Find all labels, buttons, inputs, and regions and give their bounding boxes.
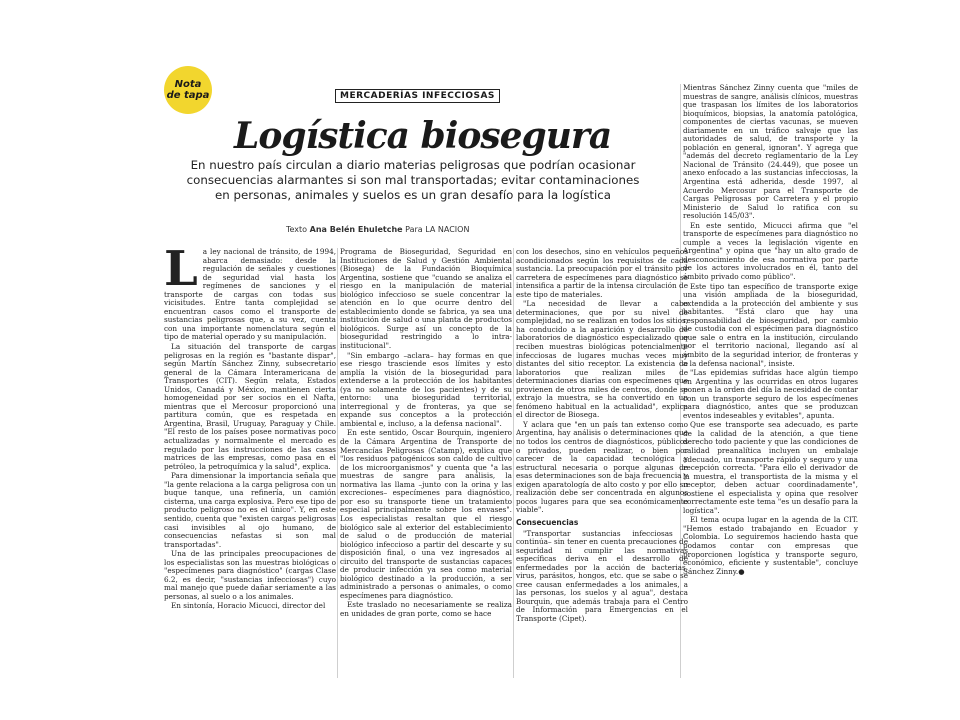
badge-line-1: Nota [174,79,202,90]
paragraph [164,248,336,342]
article-column-1 [164,248,336,680]
nota-de-tapa-badge [164,66,212,114]
badge-line-2: de tapa [166,90,210,101]
paragraph-text: a ley nacional de tránsito, de 1994, abarca demasiado: desde la regulación de señales y cuestiones de seguridad vial hasta los regímenes de sanciones y el transporte de cargas con todas sus vicisitudes. Entre tanta complejidad se encuentran casos como el transporte de sustancias peligrosas que, a su vez, cuenta con una importante nomenclatura según el tipo de material operado y su manipulación. [164,248,336,342]
paragraph: con los desechos, sino en vehículos pequeños acondicionados según los requisitos de cada sustancia. La preocupación por el tránsito por carretera de especímenes para diagnóstico se intensifica a partir de la intensa circulación de este tipo de materiales. [516,248,688,299]
paragraph: Y aclara que "en un país tan extenso como Argentina, hay análisis o determinaciones que no todos los centros de diagnósticos, públicos o privados, pueden realizar, o bien por carecer de la capacidad tecnológica y estructural necesaria o porque algunas de esas determinaciones son de baja frecuencia y exigen aparatología de alto costo y por ello su realización debe ser concentrada en algunos pocos lugares para que sea económicamente viable". [516,419,688,515]
article-column-2 [340,248,512,680]
paragraph: "La necesidad de llevar a cabo determinaciones, que por su nivel de complejidad, no se realizan en todos los sitios, ha conducido a la aparición y desarrollo de laboratorios de diagnóstico especializado que reciben muestras biológicas potencialmente infecciosas de lugares muchas veces muy distantes del sitio receptor. La existencia de laboratorios que realizan miles de determinaciones diarias con especímenes que provienen de otros miles de centros, donde se extrajo la muestra, se ha convertido en un fenómeno habitual en la actualidad", explica el director de Biosega. [516,299,688,420]
deck: En nuestro país circulan a diario materias peligrosas que podrían ocasionar consecuencias alarmantes si son mal transportadas; evitar contaminaciones en personas, animales y suelos es un gran desafío para la logística [186,158,640,202]
paragraph: Mientras Sánchez Zinny cuenta que "miles de muestras de sangre, análisis clínicos, muestras que traspasan los límites de los laboratorios bioquímicos, biopsias, la anatomía patológica, componentes de ciertas vacunas, se mueven diariamente en un tráfico salvaje que las autoridades de salud, de transporte y la población en general, ignoran". Y agrega que "además del decreto reglamentario de la Ley Nacional de Tránsito (24.449), que posee un anexo enfocado a las sustancias infecciosas, la Argentina está adherida, desde 1997, al Acuerdo Mercosur para el Transporte de Cargas Peligrosas por Carretera y el propio Ministerio de Salud lo ratifica con su resolución 145/03". [683,84,858,221]
byline-outlet: LA NACION [425,225,470,234]
byline-author: Ana Belén Ehuletche [309,225,403,234]
paragraph: "Sin embargo –aclara– hay formas en que ese riesgo trasciende esos límites y esto amplía la visión de la bioseguridad para extenderse a la protección de los habitantes (ya no solamente de los pacientes) y de su entorno: una bioseguridad territorial, interregional y de fronteras, ya que se expande sus conceptos a la protección ambiental e, incluso, a la defensa nacional". [340,350,512,428]
headline: Logística biosegura [234,115,612,157]
paragraph: "Las epidemias sufridas hace algún tiempo en Argentina y las ocurridas en otros lugares ponen a la orden del día la necesidad de contar con un transporte seguro de los especímenes para diagnóstico, antes que se produzcan eventos indeseables y evitables", apunta. [683,368,858,420]
byline [286,225,469,234]
paragraph: El tema ocupa lugar en la agenda de la CIT. "Hemos estado trabajando en Ecuador y Colombia. Lo seguiremos haciendo hasta que podamos contar con empresas que proporcionen logística y transporte seguro, económico, eficiente y sustentable", concluye Sánchez Zinny.● [683,515,858,576]
paragraph: Este tipo tan específico de transporte exige una visión ampliada de la bioseguridad, extendida a la protección del ambiente y sus habitantes. "Está claro que hay una responsabilidad de bioseguridad, por cambio de custodia con el espécimen para diagnóstico que sale o entra en la institución, circulando por el territorio nacional, llegando así al ámbito de la seguridad interior, de fronteras y a la defensa nacional", insiste. [683,281,858,368]
paragraph: La situación del transporte de cargas peligrosas en la región es "bastante dispar", según Martín Sánchez Zinny, subsecretario general de la Cámara Interamericana de Transportes (CIT). Según relata, Estados Unidos, Canadá y México, mantienen cierta homogeneidad por ser socios en el Nafta, mientras que el Mercosur proporcionó una partitura común, que es respetada en Argentina, Brasil, Uruguay, Paraguay y Chile. "El resto de los países posee normativas poco actualizadas y normalmente el mercado es regulado por las instrucciones de las casas matrices de las empresas, como pasa en el petróleo, la petroquímica y la salud", explica. [164,342,336,471]
paragraph: En sintonía, Horacio Micucci, director del [171,601,326,611]
article-column-3 [516,248,688,680]
drop-cap: L [164,248,198,297]
byline-prefix: Texto [286,225,308,234]
paragraph: En este sentido, Micucci afirma que "el transporte de especímenes para diagnóstico no cumple a veces la legislación vigente en Argentina" y opina que "hay un alto grado de desconocimiento de esa normativa por parte de los actores involucrados en él, tanto del ámbito privado como público". [683,220,858,282]
paragraph: Para dimensionar la importancia señala que "la gente relaciona a la carga peligrosa con un buque tanque, una refinería, un camión cisterna, una carga explosiva. Pero ese tipo de producto peligroso no es el único". Y, en este sentido, cuenta que "existen cargas peligrosas casi invisibles al ojo humano, de consecuencias nefastas si son mal transportadas". [164,471,336,549]
column-divider [337,248,338,678]
paragraph: En este sentido, Oscar Bourquin, ingeniero de la Cámara Argentina de Transporte de Mercancías Peligrosas (Catamp), explica que "los residuos patogénicos son caldo de cultivo de los microorganismos" y cuenta que "a las muestras de sangre para análisis, la normativa las llama –junto con la orina y las excreciones– especímenes para diagnóstico, por eso su transporte tiene un tratamiento especial principalmente sobre los envases". Los especialistas resaltan que el riesgo biológico sale al exterior del establecimiento de salud o de producción de material biológico infeccioso a partir del descarte y su disposición final, o una vez ingresados al circuito del transporte de sustancias capaces de producir infección ya sea como material biológico destinado a la producción, a ser administrado a personas o animales, o como especímenes para diagnóstico. [340,428,512,600]
paragraph: "Transportar sustancias infecciosas –continúa– sin tener en cuenta precauciones de seguridad ni cumplir las normativas específicas deriva en el desarrollo de enfermedades por la acción de bacterias, virus, parásitos, hongos, etc. que se sabe o se cree causan enfermedades a los animales, a las personas, los suelos y al agua", destaca Bourquin, que además trabaja para el Centro de Información para Emergencias en el Transporte (Cipet). [516,528,688,623]
article-column-4 [683,84,858,680]
paragraph: Una de las principales preocupaciones de los especialistas son las muestras biológicas o "especímenes para diagnóstico" (cargas Clase 6.2, es decir, "sustancias infecciosas") cuyo mal manejo que puede dañar seriamente a las personas, al suelo o a los animales. [164,549,336,601]
paragraph: Este traslado no necesariamente se realiza en unidades de gran porte, como se hace [340,600,512,618]
column-divider [513,248,514,678]
byline-mid: Para [405,225,423,234]
subhead: Consecuencias [516,517,579,527]
newspaper-page [156,52,864,687]
paragraph: Que ese transporte sea adecuado, es parte de la calidad de la atención, a que tiene derecho todo paciente y que las condiciones de calidad preanalítica incluyen un embalaje adecuado, un transporte rápido y seguro y una recepción correcta. "Para ello el derivador de la muestra, el transportista de la misma y el receptor, deben actuar coordinadamente", sostiene el especialista y opina que resolver correctamente este tema "es un desafío para la logística". [683,420,858,515]
section-label: MERCADERÍAS INFECCIOSAS [335,89,500,103]
paragraph: Programa de Bioseguridad, Seguridad en Instituciones de Salud y Gestión Ambiental (Biosega) de la Fundación Bioquímica Argentina, sostiene que "cuando se analiza el riesgo en la manipulación de material biológico infeccioso se suele concentrar la atención en lo que ocurre dentro del establecimiento donde se fabrica, ya sea una institución de salud o una planta de productos biológicos. Surge así un concepto de la bioseguridad restringido a lo intra-institucional". [340,248,512,351]
